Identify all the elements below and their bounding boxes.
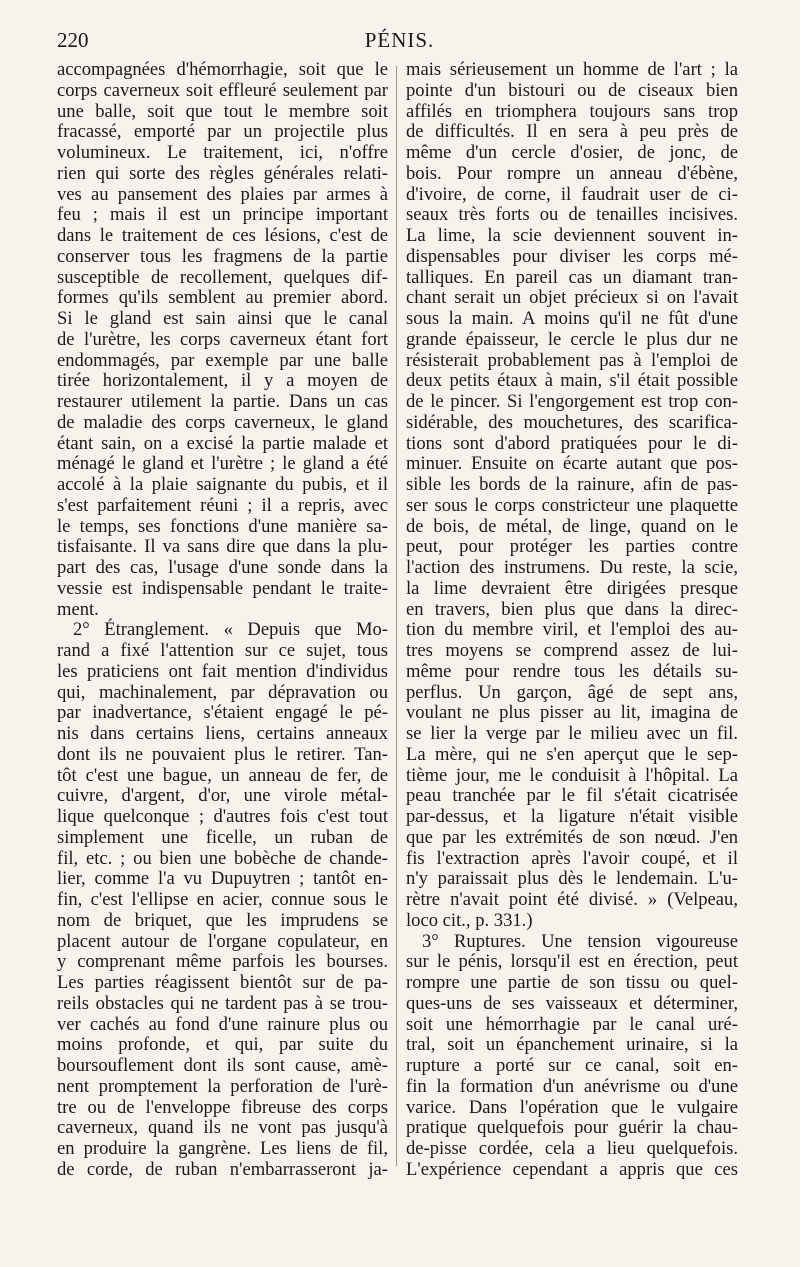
text-line: 2° Étranglement. « Depuis que Mo- [73, 619, 388, 641]
text-line: chant serait un objet précieux si on l'avait [406, 287, 738, 309]
text-line: feu ; mais il est un principe important [57, 204, 388, 226]
page-number: 220 [57, 28, 89, 52]
text-line: tion du membre viril, et l'emploi des au- [406, 619, 738, 641]
text-line: peau tranchée par le fil s'était cicatrisée [406, 785, 738, 807]
text-line: rupture a porté sur ce canal, soit en- [406, 1055, 738, 1076]
page-header [57, 28, 742, 56]
text-line: de difficultés. Il en sera à peu près de [406, 121, 738, 143]
text-line: nent promptement la perforation de l'urè- [57, 1075, 388, 1097]
text-line: pointe d'un bistouri ou de ciseaux bien [406, 79, 738, 101]
text-line: boursouflement dont ils sont cause, amè- [57, 1055, 388, 1076]
running-head: PÉNIS. [364, 28, 435, 52]
text-line: que par les extrémités de son nœud. J'en [406, 826, 738, 848]
text-line: une balle, soit que tout le membre soit [57, 100, 388, 122]
text-line: même d'un cercle d'osier, de jonc, de [406, 142, 738, 163]
text-line: peut, pour protéger les parties contre [406, 536, 738, 558]
text-line: ves au pansement des plaies par armes à [57, 183, 388, 205]
text-line: accolé à la plaie saignante du pubis, et il [57, 474, 388, 495]
text-line: placent autour de l'organe copulateur, en [57, 930, 388, 952]
text-line: rompre une partie de son tissu ou quel- [406, 972, 738, 993]
text-line: tisfaisante. Il va sans dire que dans la plu- [57, 536, 388, 558]
text-line: formes qu'ils semblent au premier abord. [57, 287, 388, 309]
text-line: ment. [57, 598, 99, 620]
text-line: susceptible de recollement, quelques dif- [57, 266, 388, 288]
text-line: y comprenant même parfois les bourses. [57, 951, 388, 973]
text-line: dont ils ne pouvaient plus le retirer. Tan- [57, 743, 388, 765]
text-line: varice. Dans l'opération que le vulgaire [406, 1096, 738, 1118]
text-line: deux petits étaux à main, s'il était possible [406, 370, 738, 392]
text-line: se lier la verge par le milieu avec un fil. [406, 723, 738, 744]
text-line: en travers, bien plus que dans la direc- [406, 598, 738, 620]
text-line: fin, c'est l'ellipse en acier, connue sous le [57, 889, 388, 910]
text-line: fil, etc. ; ou bien une bobèche de chande- [57, 847, 388, 869]
text-line: La mère, qui ne s'en aperçut que le sep- [406, 743, 738, 765]
text-line: sur le pénis, lorsqu'il est en érection, peut [406, 951, 738, 973]
text-line: reils obstacles qui ne tardent pas à se trou- [57, 992, 388, 1014]
text-line: L'expérience cependant a appris que ces [406, 1158, 738, 1180]
text-line: soit une hémorrhagie par le canal uré- [406, 1013, 738, 1035]
text-line: Les parties réagissent bientôt sur de pa- [57, 972, 388, 993]
text-line: voulant ne plus pisser au lit, imagina de [406, 702, 738, 724]
text-line: La lime, la scie deviennent souvent in- [406, 225, 738, 246]
text-line: résisterait probablement pas à l'emploi de [406, 349, 738, 371]
text-line: corps caverneux soit effleuré seulement par [57, 79, 388, 101]
text-line: talliques. En pareil cas un diamant tran- [406, 266, 738, 288]
text-line: étant sain, on a excisé la partie malade et [57, 432, 388, 454]
text-line: accompagnées d'hémorrhagie, soit que le [57, 59, 388, 80]
text-line: de le pincer. Si l'engorgement est trop con- [406, 391, 738, 412]
text-line: le temps, ses fonctions d'une manière sa- [57, 515, 388, 537]
text-line: sidérable, des mouchetures, des scarifica- [406, 411, 738, 433]
text-line: en produire la gangrène. Les liens de fil, [57, 1138, 388, 1159]
text-line: n'y paraissait plus dès le lendemain. L'u- [406, 868, 738, 890]
text-line: ver cachés au fond d'une rainure plus ou [57, 1013, 388, 1035]
text-line: par-dessus, et la ligature n'était visible [406, 806, 738, 827]
text-line: vessie est indispensable pendant le traite- [57, 577, 388, 599]
text-line: ser sous le corps constricteur une plaquette [406, 494, 738, 516]
text-line: tions sont d'abord pratiquées pour le di- [406, 432, 738, 454]
text-line: de corde, de ruban n'embarrasseront ja- [57, 1158, 388, 1180]
text-line: conserver tous les fragmens de la partie [57, 245, 388, 267]
text-line: simplement une ficelle, un ruban de [57, 826, 388, 848]
text-line: 3° Ruptures. Une tension vigoureuse [422, 930, 738, 952]
text-line: volumineux. Le traitement, ici, n'offre [57, 142, 388, 163]
text-line: fracassé, emporté par un projectile plus [57, 121, 388, 143]
text-line: les praticiens ont fait mention d'individus [57, 660, 388, 682]
text-line: endommagés, par exemple par une balle [57, 349, 388, 371]
text-line: lier, comme l'a vu Dupuytren ; tantôt en- [57, 868, 388, 890]
text-line: même pour rendre tous les détails su- [406, 660, 738, 682]
text-line: dispensables pour diviser les corps mé- [406, 245, 738, 267]
text-line: part des cas, l'usage d'une sonde dans la [57, 557, 388, 578]
text-line: moins profonde, et qui, par suite du [57, 1034, 388, 1056]
text-line: perflus. Un garçon, âgé de sept ans, [406, 681, 738, 703]
text-line: sous la main. A moins qu'il ne fût d'une [406, 308, 738, 329]
text-line: de maladie des corps caverneux, le gland [57, 411, 388, 433]
text-line: pratique quelquefois pour guérir la chau- [406, 1117, 738, 1139]
text-line: tirée horizontalement, il y a moyen de [57, 370, 388, 392]
text-line: minuer. Ensuite on écarte autant que pos- [406, 453, 738, 475]
right-text-column [406, 60, 738, 1181]
text-line: dans le traitement de ces lésions, c'est de [57, 225, 388, 246]
text-line: affilés en triomphera toujours sans trop [406, 100, 738, 122]
text-line: tième jour, me le conduisit à l'hôpital. La [406, 764, 738, 786]
text-line: tres moyens se comprend assez de lui- [406, 640, 738, 661]
text-line: fin la formation d'un anévrisme ou d'une [406, 1075, 738, 1097]
text-line: caverneux, quand ils ne vont pas jusqu'à [57, 1117, 388, 1139]
text-line: tre ou de l'enveloppe fibreuse des corps [57, 1096, 388, 1118]
text-line: rètre n'avait point été divisé. » (Velpeau, [406, 889, 738, 910]
text-line: seaux très forts ou de tenailles incisives. [406, 204, 738, 226]
text-line: tôt c'est une bague, un anneau de fer, de [57, 764, 388, 786]
text-line: nis dans certains liens, certains anneaux [57, 723, 388, 744]
text-line: restaurer utilement la partie. Dans un cas [57, 391, 388, 412]
text-line: s'est parfaitement réuni ; il a repris, avec [57, 494, 388, 516]
text-line: sible les bords de la rainure, afin de pas- [406, 474, 738, 495]
text-line: cuivre, d'argent, d'or, une virole métal- [57, 785, 388, 807]
text-line: d'ivoire, de corne, il faudrait user de ci- [406, 183, 738, 205]
text-line: de l'urètre, les corps caverneux étant fort [57, 328, 388, 350]
text-line: rien qui sorte des règles générales relati- [57, 162, 388, 184]
text-line: ques-uns de ses vaisseaux et déterminer, [406, 992, 738, 1014]
text-line: l'action des instrumens. Du reste, la scie, [406, 557, 738, 578]
text-line: la lime devraient être dirigées presque [406, 577, 738, 599]
left-text-column [57, 60, 388, 1181]
text-line: loco cit., p. 331.) [406, 909, 533, 931]
text-line: de-pisse cordée, cela a lieu quelquefois. [406, 1138, 738, 1159]
text-line: bois. Pour rompre un anneau d'ébène, [406, 162, 738, 184]
text-line: rand a fixé l'attention sur ce sujet, tous [57, 640, 388, 661]
text-line: qui, machinalement, par dépravation ou [57, 681, 388, 703]
text-line: mais sérieusement un homme de l'art ; la [406, 59, 738, 80]
text-line: grande épaisseur, le cercle le plus dur ne [406, 328, 738, 350]
text-line: nom de briquet, que les imprudens se [57, 909, 388, 931]
column-divider [396, 66, 397, 1166]
text-line: fis l'extraction après l'avoir coupé, et il [406, 847, 738, 869]
text-line: Si le gland est sain ainsi que le canal [57, 308, 388, 329]
text-line: par inadvertance, s'étaient engagé le pé- [57, 702, 388, 724]
text-line: tral, soit un épanchement urinaire, si la [406, 1034, 738, 1056]
text-line: de bois, de métal, de linge, quand on le [406, 515, 738, 537]
text-line: lique quelconque ; d'autres fois c'est tout [57, 806, 388, 827]
text-line: ménagé le gland et l'urètre ; le gland a été [57, 453, 388, 475]
